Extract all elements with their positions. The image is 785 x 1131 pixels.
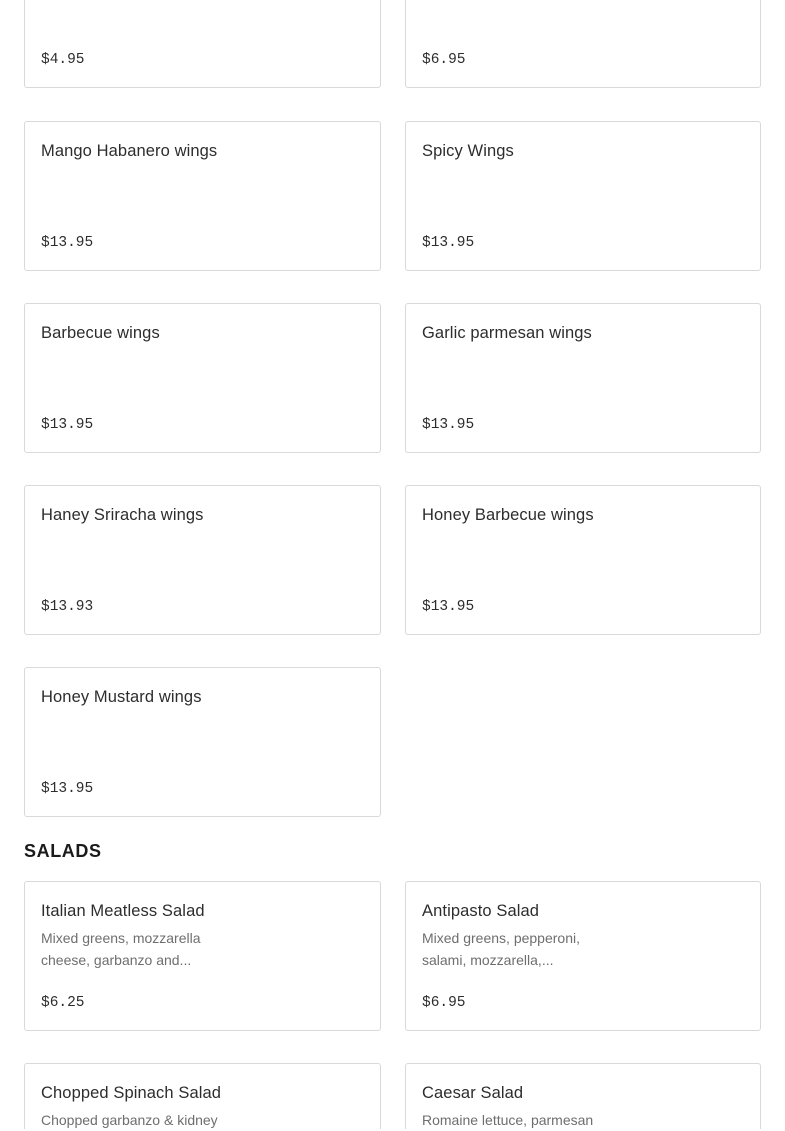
menu-item-name: Garlic parmesan wings (422, 324, 592, 342)
menu-item-card[interactable] (24, 303, 381, 453)
menu-item-card[interactable] (24, 121, 381, 271)
menu-item-name: Honey Barbecue wings (422, 506, 594, 524)
menu-item-name: Caesar Salad (422, 1084, 524, 1102)
menu-item-price: $13.95 (41, 235, 94, 251)
menu-item-card[interactable] (24, 1063, 381, 1129)
menu-item-price: $6.95 (422, 52, 466, 68)
menu-item-price: $13.95 (41, 417, 94, 433)
menu-item-price: $6.25 (41, 995, 85, 1011)
section-title-salads: SALADS (24, 841, 102, 861)
menu-item-card[interactable] (405, 1063, 761, 1129)
menu-item-name: Honey Mustard wings (41, 688, 202, 706)
menu-item-name: Mango Habanero wings (41, 142, 218, 160)
menu-item-description: Romaine lettuce, parmesan (422, 1112, 594, 1128)
menu-item-card[interactable] (405, 121, 761, 271)
menu-item-price: $6.95 (422, 995, 466, 1011)
menu-item-card[interactable] (24, 881, 381, 1031)
menu-item-name: Antipasto Salad (422, 902, 540, 920)
menu-item-price: $13.95 (422, 235, 475, 251)
menu-item-description: Mixed greens, mozzarella cheese, garbanzo and... (41, 930, 201, 968)
menu-item-card[interactable] (24, 667, 381, 817)
menu-item-name: Spicy Wings (422, 142, 514, 160)
menu-item-card[interactable] (24, 485, 381, 635)
menu-item-card[interactable] (405, 881, 761, 1031)
menu-item-name: Haney Sriracha wings (41, 506, 204, 524)
menu-item-description: Mixed greens, pepperoni, salami, mozzarella,... (422, 930, 580, 968)
menu-item-name: Barbecue wings (41, 324, 160, 342)
menu-item-name: Italian Meatless Salad (41, 902, 205, 920)
menu-item-price: $13.93 (41, 599, 94, 615)
menu-item-description: Chopped garbanzo & kidney (41, 1112, 218, 1128)
menu-item-price: $13.95 (422, 599, 475, 615)
menu-item-price: $13.95 (422, 417, 475, 433)
menu-item-price: $4.95 (41, 52, 85, 68)
menu-item-name: Chopped Spinach Salad (41, 1084, 222, 1102)
menu-item-card[interactable] (405, 485, 761, 635)
menu-item-card[interactable] (24, 0, 381, 88)
menu-item-card[interactable] (405, 303, 761, 453)
menu-item-card[interactable] (405, 0, 761, 88)
menu-item-price: $13.95 (41, 781, 94, 797)
